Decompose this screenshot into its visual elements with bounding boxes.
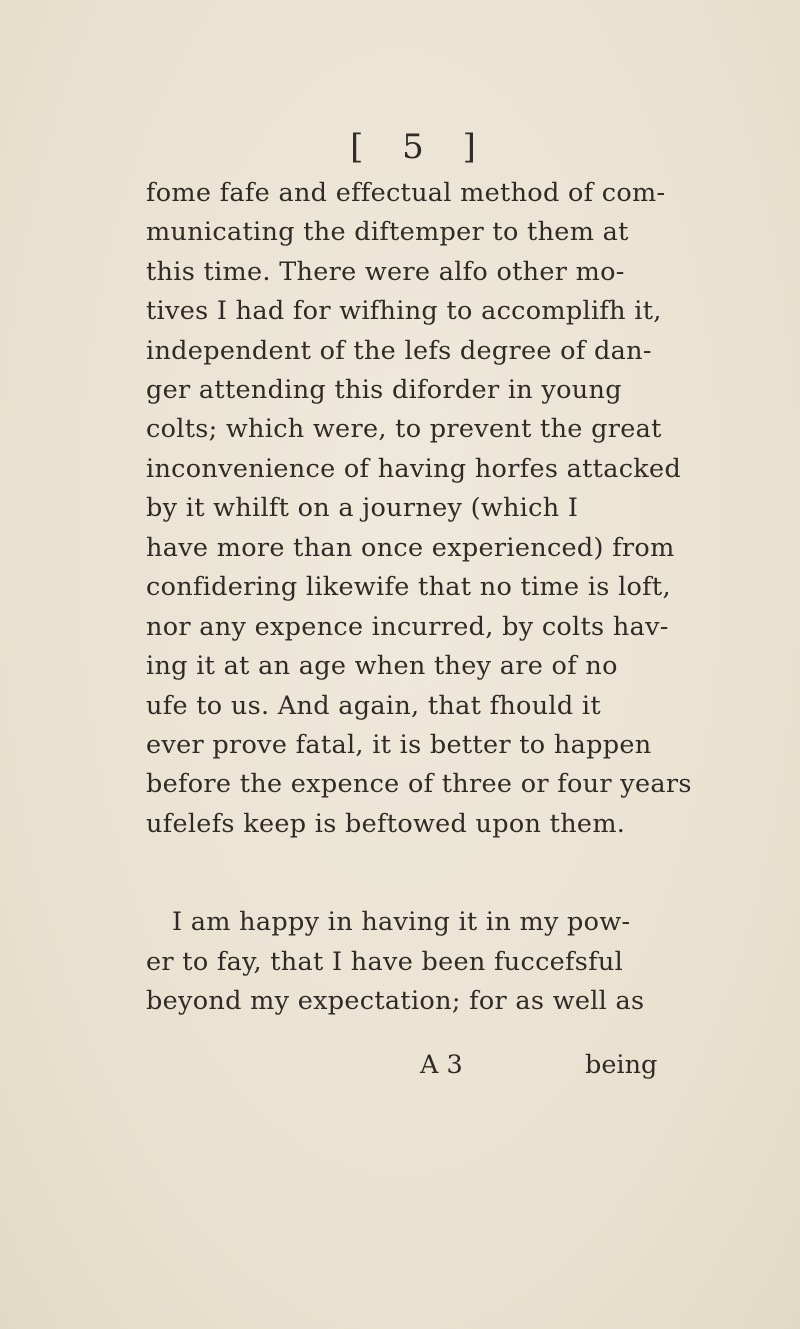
text-line: fome fafe and effectual method of com- <box>146 178 666 208</box>
text-line: nor any expence incurred, by colts hav- <box>146 612 669 642</box>
text-line: by it whilft on a journey (which I <box>146 493 579 523</box>
signature-mark: A 3 <box>420 1050 463 1080</box>
text-line: ufelefs keep is beftowed upon them. <box>146 809 626 839</box>
text-line: confidering likewife that no time is loft, <box>146 572 671 602</box>
page-number-header <box>0 127 800 167</box>
text-line: I am happy in having it in my pow- <box>172 907 631 937</box>
text-line: independent of the lefs degree of dan- <box>146 336 652 366</box>
text-line: er to fay, that I have been fuccefsful <box>146 947 624 977</box>
text-line: have more than once experienced) from <box>146 533 675 563</box>
text-line: ing it at an age when they are of no <box>146 651 618 681</box>
text-line: ger attending this diforder in young <box>146 375 622 405</box>
text-line: before the expence of three or four years <box>146 769 692 799</box>
text-line: municating the diftemper to them at <box>146 217 629 247</box>
page-number: [ 5 ] <box>350 127 490 167</box>
catchword: being <box>585 1050 658 1080</box>
text-line: ever prove fatal, it is better to happen <box>146 730 652 760</box>
text-line: ufe to us. And again, that fhould it <box>146 691 601 721</box>
text-line: this time. There were alfo other mo- <box>146 257 625 287</box>
text-line: colts; which were, to prevent the great <box>146 414 662 444</box>
text-line: inconvenience of having horfes attacked <box>146 454 682 484</box>
text-line: tives I had for wifhing to accomplifh it, <box>146 296 662 326</box>
text-line: beyond my expectation; for as well as <box>146 986 645 1016</box>
